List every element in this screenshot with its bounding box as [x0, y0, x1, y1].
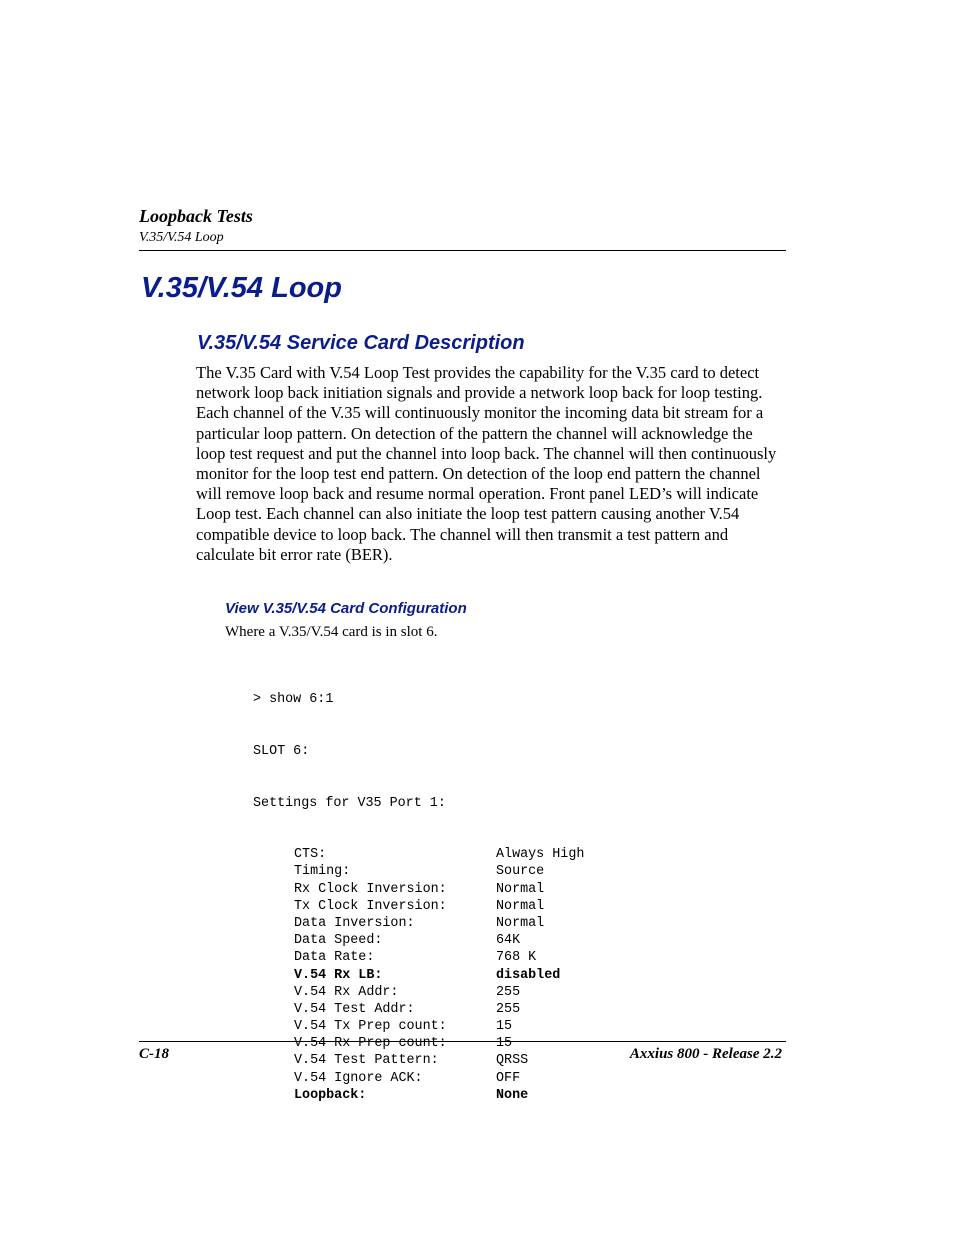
setting-value: Always High [496, 847, 585, 863]
paragraph-line: loop test request and put the channel into loop back. The channel will then continuously [196, 443, 777, 463]
setting-key: Rx Clock Inversion: [294, 881, 447, 897]
setting-value: QRSS [496, 1053, 529, 1069]
setting-value: OFF [496, 1070, 521, 1086]
paragraph-line: Loop test. Each channel can also initiate the loop test pattern causing another V.54 [196, 504, 740, 524]
setting-value: Normal [496, 915, 545, 931]
description-paragraph [196, 363, 788, 565]
setting-row [253, 1087, 529, 1104]
setting-row [253, 863, 545, 880]
setting-value: None [496, 1087, 529, 1103]
paragraph-line: particular loop pattern. On detection of the pattern the channel will acknowledge the [196, 423, 753, 443]
setting-value: Normal [496, 898, 545, 914]
section-heading: V.35/V.54 Loop [141, 272, 342, 304]
setting-key: V.54 Test Pattern: [294, 1053, 439, 1069]
paragraph-line: will remove loop back and resume normal operation. Front panel LED’s will indicate [196, 484, 759, 504]
subsection-heading: V.35/V.54 Service Card Description [197, 332, 525, 354]
setting-row [253, 984, 521, 1001]
setting-row [253, 1035, 513, 1052]
footer-product: Axxius 800 - Release 2.2 [629, 1046, 782, 1062]
setting-value: 255 [496, 984, 521, 1000]
setting-key: Data Inversion: [294, 915, 415, 931]
paragraph-line: calculate bit error rate (BER). [196, 544, 393, 564]
page-number: C-18 [139, 1046, 169, 1062]
paragraph-line: compatible device to loop back. The channel will then transmit a test pattern and [196, 524, 729, 544]
setting-key: Tx Clock Inversion: [294, 898, 447, 914]
procedure-intro: Where a V.35/V.54 card is in slot 6. [225, 624, 438, 640]
setting-row [253, 967, 561, 984]
setting-key: CTS: [294, 847, 327, 863]
setting-value: 15 [496, 1019, 513, 1035]
setting-row [253, 881, 545, 898]
setting-row [253, 915, 545, 932]
cli-settings-rows [253, 846, 585, 1104]
setting-value: Normal [496, 881, 545, 897]
setting-key: Data Speed: [294, 933, 383, 949]
setting-value: 15 [496, 1036, 513, 1052]
setting-key: V.54 Tx Prep count: [294, 1019, 447, 1035]
setting-value: 255 [496, 1001, 521, 1017]
paragraph-line: Each channel of the V.35 will continuously monitor the incoming data bit stream for a [196, 403, 764, 423]
setting-value: disabled [496, 967, 561, 983]
setting-key: V.54 Rx LB: [294, 967, 383, 983]
procedure-heading: View V.35/V.54 Card Configuration [225, 600, 467, 617]
paragraph-line: network loop back initiation signals and provide a network loop back for loop testing. [196, 383, 763, 403]
cli-command: > show 6:1 [253, 692, 334, 708]
setting-row [253, 949, 537, 966]
header-rule [139, 250, 786, 251]
setting-row [253, 898, 545, 915]
cli-output [253, 657, 585, 1121]
paragraph-line: monitor for the loop test end pattern. On detection of the loop end pattern the channel [196, 464, 761, 484]
setting-key: Data Rate: [294, 950, 375, 966]
setting-value: Source [496, 864, 545, 880]
setting-key: V.54 Rx Prep count: [294, 1036, 447, 1052]
setting-key: V.54 Test Addr: [294, 1001, 415, 1017]
setting-key: Loopback: [294, 1087, 367, 1103]
setting-row [253, 1001, 521, 1018]
cli-slot-line: SLOT 6: [253, 744, 310, 759]
setting-key: Timing: [294, 864, 351, 880]
setting-value: 64K [496, 933, 521, 949]
setting-row [253, 1070, 521, 1087]
setting-value: 768 K [496, 950, 537, 966]
paragraph-line: The V.35 Card with V.54 Loop Test provides the capability for the V.35 card to detect [196, 363, 760, 382]
footer-rule [139, 1041, 786, 1042]
cli-settings-header: Settings for V35 Port 1: [253, 795, 446, 811]
setting-row [253, 846, 585, 863]
setting-key: V.54 Ignore ACK: [294, 1070, 423, 1086]
running-header-title: Loopback Tests [139, 206, 253, 226]
setting-row [253, 1018, 513, 1035]
setting-row [253, 932, 521, 949]
setting-key: V.54 Rx Addr: [294, 984, 399, 1000]
setting-row [253, 1052, 529, 1069]
running-header-subtitle: V.35/V.54 Loop [139, 230, 224, 245]
